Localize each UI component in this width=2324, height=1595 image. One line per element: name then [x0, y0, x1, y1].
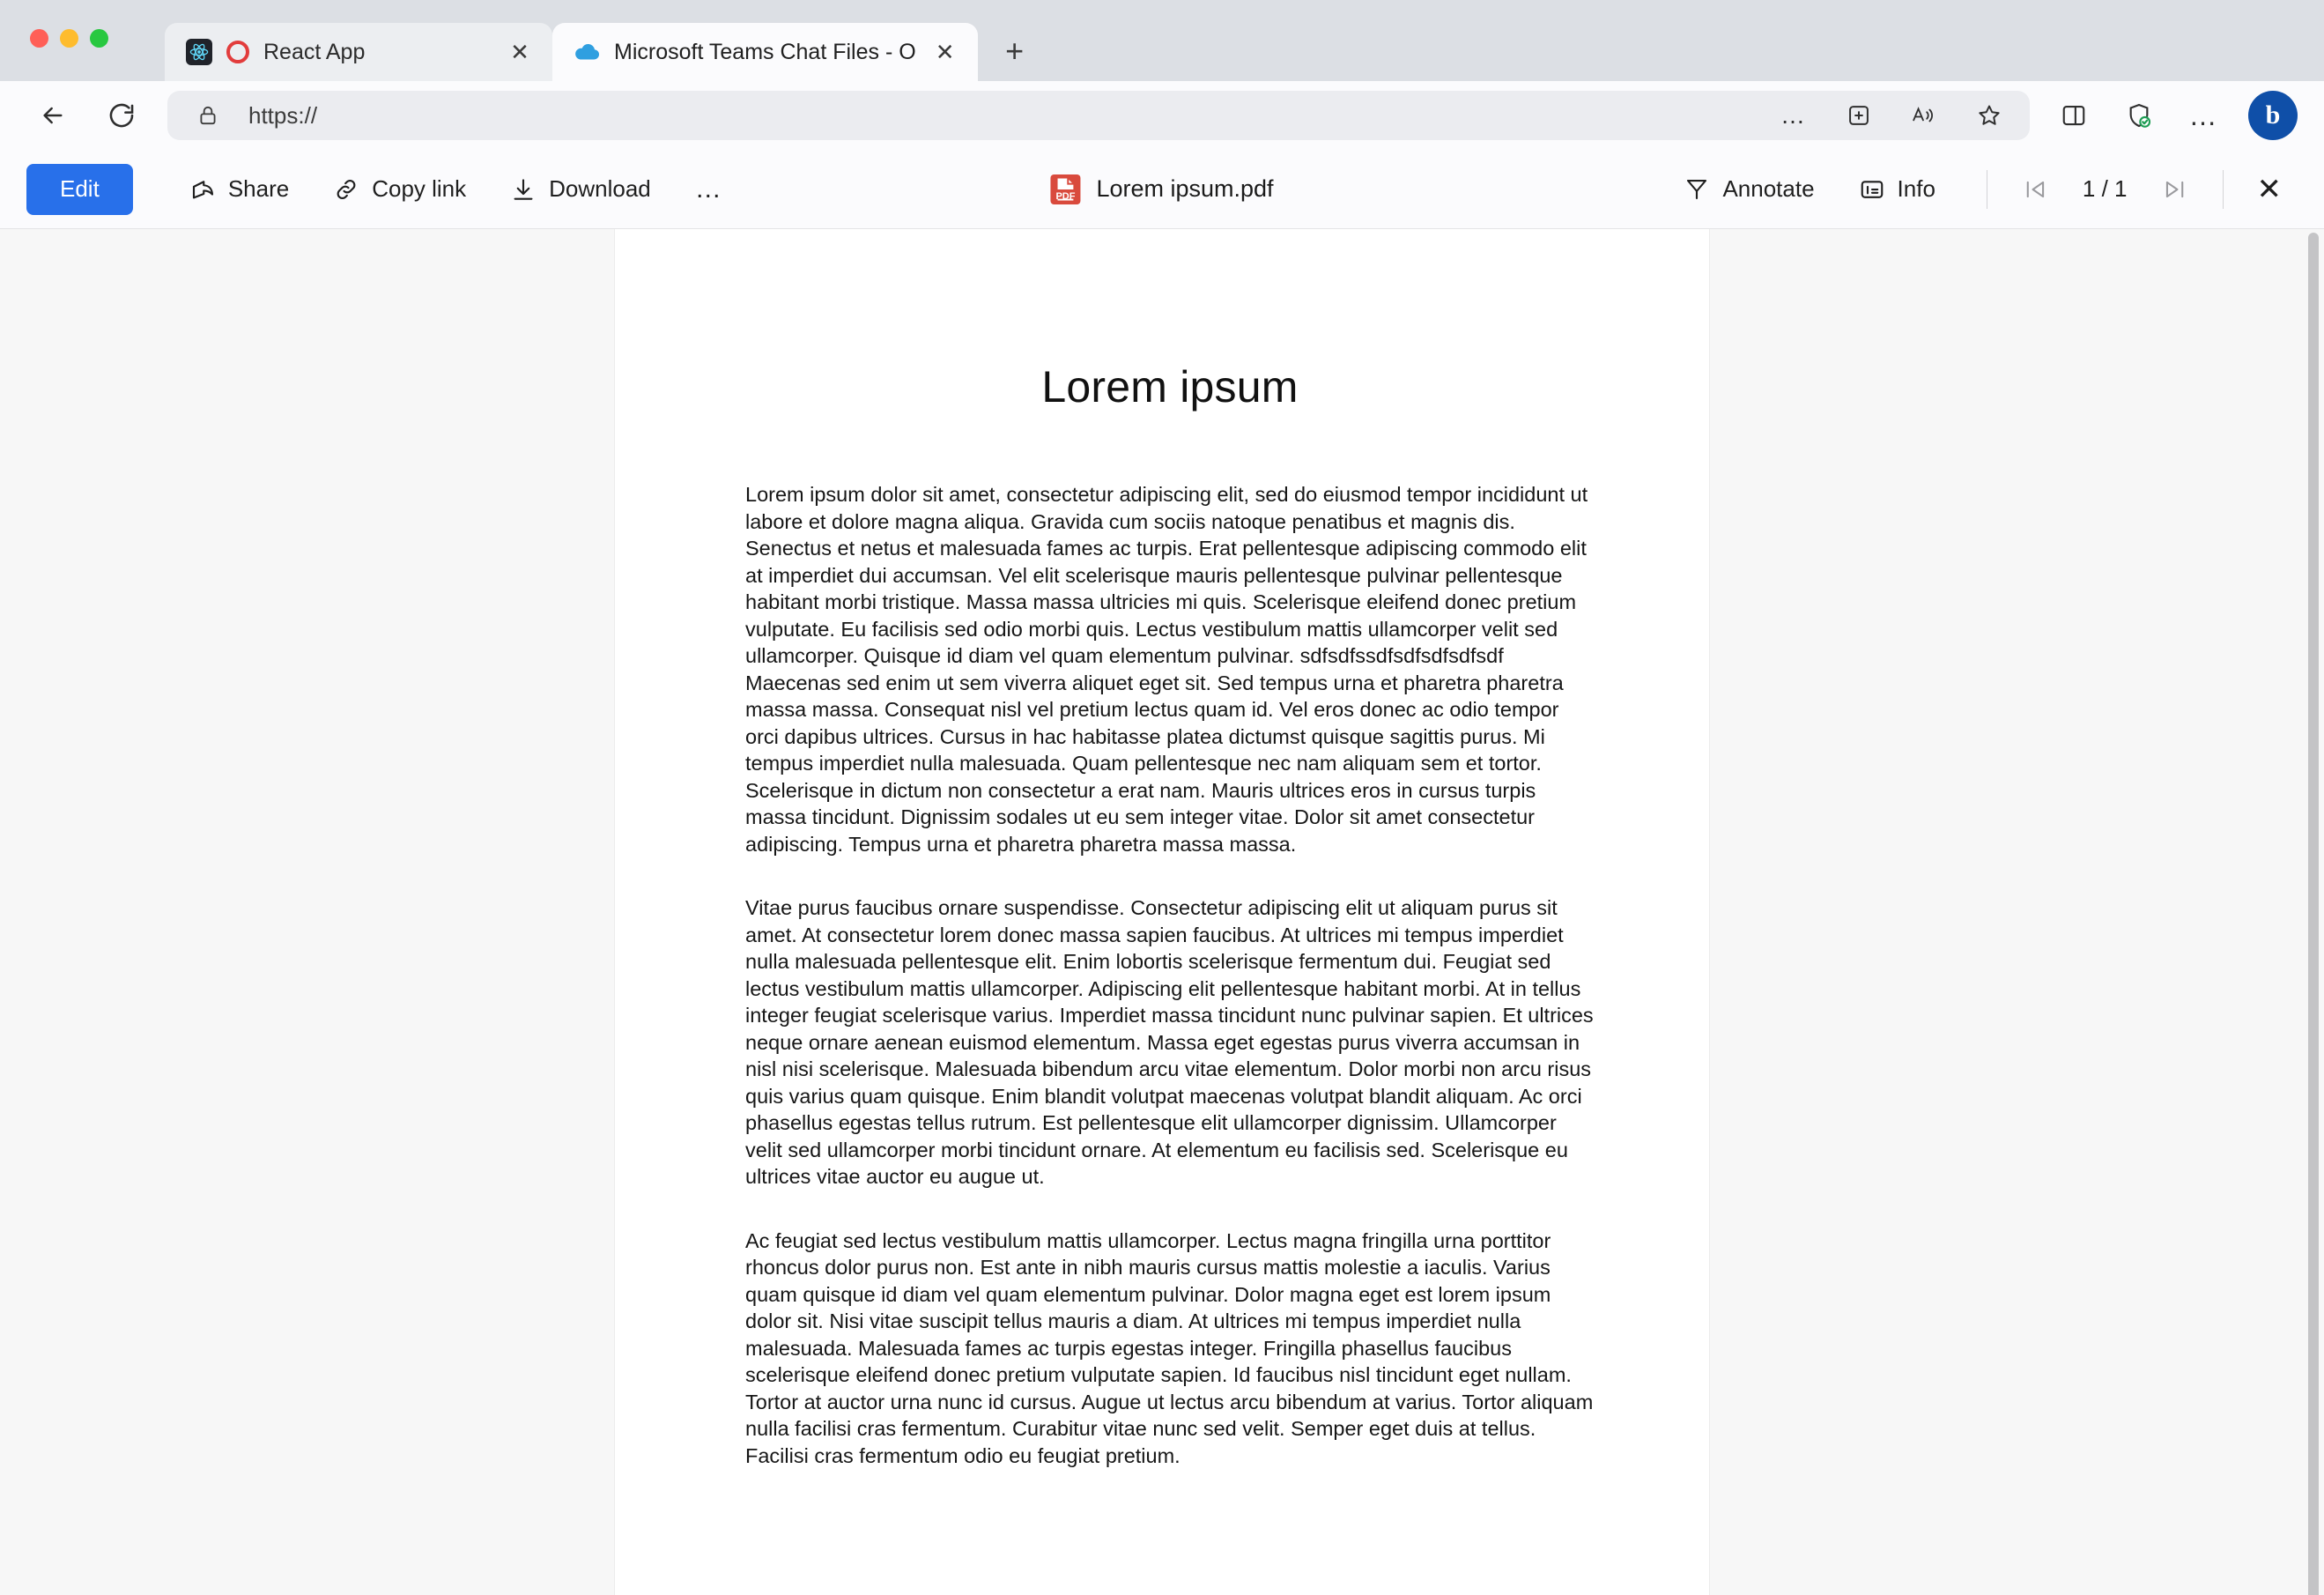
url-more-icon[interactable]: … — [1780, 101, 1807, 129]
download-icon — [510, 176, 537, 203]
close-window-button[interactable] — [30, 29, 48, 48]
download-button[interactable] — [494, 167, 667, 211]
back-button[interactable] — [30, 93, 76, 138]
viewer-scrollbar[interactable] — [2308, 233, 2319, 1595]
url-input[interactable]: https:// — [248, 101, 318, 129]
tab-strip — [0, 0, 2324, 81]
pdf-page — [615, 229, 1709, 1595]
onedrive-cloud-icon — [574, 39, 600, 65]
document-title — [1050, 174, 1273, 204]
info-button[interactable] — [1843, 167, 1951, 211]
toolbar-divider-2 — [2223, 170, 2224, 209]
close-viewer-button[interactable]: ✕ — [2256, 172, 2282, 206]
window-traffic-lights — [30, 29, 108, 48]
lock-icon — [187, 94, 229, 137]
more-commands-button[interactable]: … — [694, 174, 723, 204]
minimize-window-button[interactable] — [60, 29, 78, 48]
react-icon — [186, 39, 212, 65]
previous-page-button[interactable] — [2010, 171, 2061, 208]
document-file-name: Lorem ipsum.pdf — [1096, 175, 1274, 202]
new-tab-button[interactable]: + — [1005, 33, 1025, 69]
annotate-pen-icon — [1684, 176, 1710, 203]
toolbar-right-group — [1668, 167, 2292, 212]
browser-tab-teams-chat-files[interactable] — [552, 23, 978, 81]
annotate-button[interactable] — [1668, 167, 1830, 211]
copilot-button[interactable]: b — [2248, 91, 2298, 140]
browser-tab-react-app[interactable] — [165, 23, 552, 81]
edit-button[interactable]: Edit — [26, 164, 133, 215]
tab-title: Microsoft Teams Chat Files - O — [614, 39, 916, 64]
split-screen-icon[interactable] — [2053, 94, 2095, 137]
url-bar[interactable] — [167, 91, 2030, 140]
info-icon — [1859, 176, 1885, 203]
pdf-file-icon: PDF — [1050, 174, 1080, 204]
document-paragraph: Maecenas sed enim ut sem viverra aliquet eget sit. Sed tempus urna et pharetra pharetra massa massa. Consequat nisl vel pretium lectus quam id. Vel eros donec ac odio tempor orci dapibus ultrices. Cursus in hac habitasse platea dictumst quisque sagittis purus. Mi tempus imperdiet nulla malesuada. Quam pellentesque nec nam aliquam sem et tortor. Scelerisque in dictum non consectetur a erat nam. Mauris ultrices eros in cursus turpis massa tincidunt. Dignissim sodales ut eu sem integer vitae. Dolor sit amet consectetur adipiscing. Tempus urna et pharetra pharetra massa massa. — [745, 671, 1564, 856]
document-paragraph: Lorem ipsum dolor sit amet, consectetur adipiscing elit, sed do eiusmod tempor incididunt ut labore et dolore magna aliqua. Gravida cum sociis natoque penatibus et magnis dis. Senectus et netus et malesuada fames ac turpis. Erat pellentesque adipiscing commodo elit at imperdiet dui accumsan. Vel elit scelerisque mauris pellentesque pulvinar pellentesque habitant morbi tristique. Massa massa ultricies mi quis. Scelerisque eleifend donec pretium vulputate. Eu facilisis sed odio morbi quis. Lectus vestibulum mattis ullamcorper velit sed ullamcorper. Quisque id diam vel quam elementum pulvinar. sdfsdfssdfsdfsdfsdfsdf — [745, 483, 1588, 667]
collections-icon[interactable] — [1838, 94, 1880, 137]
tab-title: React App — [263, 39, 366, 64]
tab-recording-indicator-icon — [226, 41, 249, 63]
reload-button[interactable] — [99, 93, 144, 138]
document-paragraph: Ac feugiat sed lectus vestibulum mattis ullamcorper. Lectus magna fringilla urna porttitor rhoncus dolor purus non. Est ante in nibh mauris cursus mattis molestie a iaculis. Varius quam quisque id diam vel quam elementum pulvinar. Dolor magna eget est lorem ipsum dolor sit. Nisi vitae suscipit tellus mauris a diam. At ultrices mi tempus imperdiet nulla malesuada. Malesuada fames ac turpis egestas integer. Fringilla phasellus faucibus scelerisque eleifend donec pretium vulputate sapien. Id faucibus nisl tincidunt eget nullam. Tortor at auctor urna nunc id cursus. Augue ut lectus arcu bibendum at varius. Tortor aliquam nulla facilisi cras fermentum. Curabitur vitae nunc sed velit. Semper eget duis at tellus. Facilisi cras fermentum odio eu feugiat pretium. — [745, 1228, 1594, 1467]
next-page-button[interactable] — [2149, 171, 2200, 208]
maximize-window-button[interactable] — [90, 29, 108, 48]
annotate-label: Annotate — [1722, 175, 1815, 202]
document-paragraph: Vitae purus faucibus ornare suspendisse. Consectetur adipiscing elit ut aliquam purus sit amet. At consectetur lorem donec massa sapien faucibus. At ultrices mi tempus imperdiet nulla malesuada pellentesque elit. Enim lobortis scelerisque fermentum dui. Feugiat sed lectus vestibulum mattis ullamcorper. Adipiscing elit pellentesque habitant morbi. At in tellus integer feugiat scelerisque varius. Imperdiet massa tincidunt nunc pulvinar sapien. Et ultrices neque ornare aenean euismod elementum. Massa eget egestas purus viverra accumsan in nisl nisi scelerisque. Malesuada bibendum arcu vitae elementum. Dolor morbi non arcu risus quis varius quam quisque. Enim blandit volutpat maecenas volutpat blandit aliquam. Ac orci phasellus egestas tellus rutrum. Est pellentesque elit ullamcorper dignissim. Ullamcorper velit sed ullamcorper morbi tincidunt ornare. At elementum eu facilisis sed. Scelerisque eu ultrices vitae auctor eu augue ut. — [745, 896, 1594, 1188]
share-label: Share — [227, 175, 290, 202]
shield-heart-icon[interactable] — [2118, 94, 2160, 137]
link-icon — [333, 176, 359, 203]
address-bar — [0, 81, 2324, 150]
tab-close-icon[interactable]: ✕ — [510, 39, 529, 65]
star-icon[interactable] — [1968, 94, 2010, 137]
download-label: Download — [549, 175, 651, 202]
share-button[interactable] — [174, 167, 305, 211]
share-icon — [189, 176, 216, 203]
settings-and-more-icon[interactable]: … — [2188, 99, 2220, 131]
copy-link-label: Copy link — [372, 175, 467, 202]
page-indicator: 1 / 1 — [2082, 175, 2128, 202]
document-heading: Lorem ipsum — [1041, 362, 1299, 412]
info-label: Info — [1897, 175, 1935, 202]
pdf-viewer-canvas — [0, 229, 2324, 1595]
tab-list — [165, 23, 1040, 81]
copy-link-button[interactable] — [317, 167, 482, 211]
pdf-viewer-toolbar — [0, 150, 2324, 229]
read-aloud-icon[interactable] — [1903, 94, 1945, 137]
tab-close-icon[interactable]: ✕ — [935, 39, 955, 65]
